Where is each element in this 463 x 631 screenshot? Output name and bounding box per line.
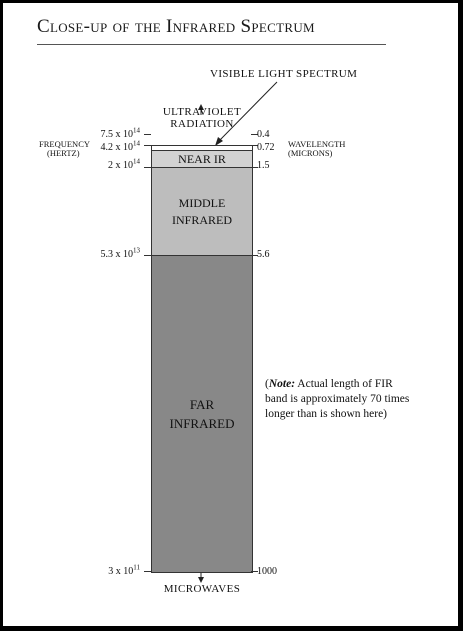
tick-left-4 <box>144 571 151 572</box>
frequency-value-0: 7.5 x $10^{14}$ <box>100 126 140 140</box>
note-text: Actual length of FIR band is approximately 70 times longer than is shown here <box>265 378 410 420</box>
wavelength-axis-label <box>288 140 345 158</box>
diagram-frame <box>3 3 458 626</box>
frequency-value-3: 5.3 x $10^{13}$ <box>100 246 140 260</box>
band-far-label-1: FAR <box>189 397 215 412</box>
tick-left-3 <box>144 255 151 256</box>
band-far-label-2: INFRARED <box>169 416 235 431</box>
band-near-ir-label: NEAR IR <box>178 151 226 166</box>
wavelength-value-4: 1000 <box>257 566 277 577</box>
frequency-axis-label-line2: (HERTZ) <box>47 148 80 158</box>
microwaves-label: MICROWAVES <box>163 583 241 595</box>
diagram-title: Close-up of the Infrared Spectrum <box>37 16 315 37</box>
frequency-value-4: 3 x $10^{11}$ <box>108 563 140 577</box>
wavelength-axis-label-line1: WAVELENGTH <box>288 139 346 149</box>
tick-left-1 <box>144 145 151 146</box>
ultraviolet-label-2: RADIATION <box>170 118 234 130</box>
frequency-axis-label-line1: FREQUENCY <box>39 139 91 149</box>
tick-left-0 <box>144 134 151 135</box>
band-middle-infrared <box>152 168 252 256</box>
band-near-ir <box>152 151 252 168</box>
wavelength-value-3: 5.6 <box>257 249 270 260</box>
frequency-value-1: 4.2 x $10^{14}$ <box>100 139 140 153</box>
wavelength-axis-label-line2: (MICRONS) <box>288 148 333 158</box>
ultraviolet-label-1: ULTRAVIOLET <box>162 106 242 118</box>
wavelength-value-2: 1.5 <box>257 160 270 171</box>
band-middle-label-1: MIDDLE <box>178 195 226 210</box>
frequency-value-2: 2 x $10^{14}$ <box>108 157 140 171</box>
wavelength-value-1: 0.72 <box>257 142 275 153</box>
spectrum-bar <box>151 145 253 573</box>
visible-light-label: VISIBLE LIGHT SPECTRUM <box>210 68 358 80</box>
fir-note: (Note: Actual length of FIR band is approximately 70 times longer than is shown here) <box>265 378 410 420</box>
wavelength-value-0: 0.4 <box>257 129 270 140</box>
band-middle-label-2: INFRARED <box>171 212 232 227</box>
note-lead: Note: <box>268 378 296 390</box>
tick-left-2 <box>144 167 151 168</box>
band-far-infrared <box>152 256 252 572</box>
